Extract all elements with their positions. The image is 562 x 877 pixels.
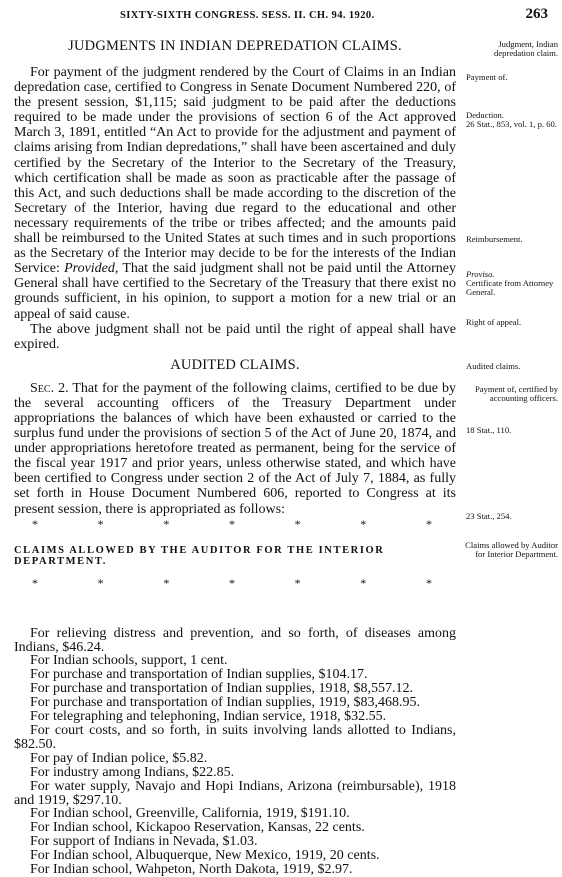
- star: *: [425, 516, 432, 531]
- margin-note-deduction-cite: 26 Stat., 853, vol. 1, p. 60.: [466, 119, 557, 129]
- page-number: 263: [525, 6, 548, 22]
- running-header: [0, 6, 562, 28]
- margin-note-judgment: Judgment, Indian depredation claim.: [494, 39, 558, 58]
- margin-note-cite-23: 23 Stat., 254.: [466, 511, 512, 521]
- claim-item: For Indian school, Greenville, California, 1919, $191.10.: [30, 806, 350, 822]
- claims-subheading: CLAIMS ALLOWED BY THE AUDITOR FOR THE INTERIOR DEPARTMENT.: [14, 544, 385, 567]
- claim-item: For purchase and transportation of Indian supplies, 1919, $83,468.95.: [30, 695, 420, 711]
- claim-item: For court costs, and so forth, in suits involving lands allotted to Indians, $82.50.: [14, 722, 456, 752]
- running-head: SIXTY-SIXTH CONGRESS. SESS. II. CH. 94. 1920.: [120, 10, 375, 21]
- claim-item: For telegraphing and telephoning, Indian service, 1918, $32.55.: [30, 709, 387, 725]
- claim-item: For purchase and transportation of Indian supplies, 1918, $8,557.12.: [30, 681, 413, 697]
- proviso-word: Provided,: [64, 261, 119, 277]
- claim-item: For pay of Indian police, $5.82.: [30, 750, 208, 766]
- star: *: [32, 516, 38, 531]
- star: *: [32, 575, 38, 590]
- margin-note-payment-certified: Payment of, certified by accounting officers.: [474, 384, 558, 403]
- claim-item: For support of Indians in Nevada, $1.03.: [30, 834, 258, 850]
- margin-note-payment: Payment of.: [466, 72, 508, 82]
- margin-note-reimbursement: Reimbursement.: [466, 234, 523, 244]
- claim-items-list: [14, 627, 456, 877]
- margin-note-cite-18: 18 Stat., 110.: [466, 425, 512, 435]
- margin-note-certificate: Certificate from Attorney General.: [466, 278, 554, 297]
- star: *: [163, 516, 170, 531]
- star: *: [163, 575, 170, 590]
- sec-label: Sec. 2.: [30, 380, 69, 396]
- margin-note-right-of-appeal: Right of appeal.: [466, 317, 522, 327]
- judgment-paragraph-text: For payment of the judgment rendered by the Court of Claims in an Indian depredation case, certified to Congress in Senate Document Numbered 220, of the present session, $1,115; said judgment to be paid after the deductions required to be made under the provisions of section 6 of the Act approved March 3, 1891, entitled “An Act to provide for the adjustment and payment of claims arising from Indian depredations,” shall have been ascertained and duly certified by the Secretary of the Interior to the Secretary of the Treasury, which certification shall be made as soon as practicable after the passage of this Act, and such deductions shall be made according to the discretion of the Secretary of the Interior, having due regard to the educational and other necessary requirements of the tribe or tribes affected; and the amounts paid shall be reimbursed to the United States at such times and in such proportions as the Secretary of the Interior may decide to be for the interests of the Indian Service:: [14, 65, 456, 277]
- claim-item: For purchase and transportation of Indian supplies, $104.17.: [30, 667, 368, 683]
- star: *: [360, 575, 367, 590]
- main-text-column: [14, 28, 456, 877]
- star: *: [294, 575, 301, 590]
- star: *: [360, 516, 367, 531]
- claim-item: For industry among Indians, $22.85.: [30, 764, 235, 780]
- claim-item: For Indian school, Wahpeton, North Dakota, 1919, $2.97.: [30, 862, 353, 877]
- appeal-paragraph: The above judgment shall not be paid until the right of appeal shall have expired.: [14, 321, 456, 352]
- section-title-audited: AUDITED CLAIMS.: [170, 356, 300, 373]
- claim-item: For Indian schools, support, 1 cent.: [30, 653, 228, 669]
- audited-paragraph-text: That for the payment of the following claims, certified to be due by the several accounting officers of the Treasury Department under appropriations the balances of which have been exhausted or carried to the surplus fund under the provisions of section 5 of the Act of June 20, 1874, and under appropriations heretofore treated as permanent, being for the service of the fiscal year 1917 and prior years, unless otherwise stated, and which have been certified to Congress under section 2 of the Act of July 7, 1884, as fully set forth in House Document Numbered 606, reported to Congress at its present session, there is appropriated as follows:: [14, 380, 456, 517]
- margin-note-audited-claims: Audited claims.: [466, 361, 521, 371]
- ellipsis-stars-top: [14, 517, 456, 532]
- margin-note-deduction: Deduction.: [466, 110, 504, 120]
- claim-item: For Indian school, Albuquerque, New Mexico, 1919, 20 cents.: [30, 848, 380, 864]
- claim-item: For relieving distress and prevention, and so forth, of diseases among Indians, $46.24.: [14, 625, 456, 655]
- star: *: [294, 516, 301, 531]
- claim-item: For Indian school, Kickapoo Reservation, Kansas, 22 cents.: [30, 820, 365, 836]
- judgment-paragraph: [14, 65, 456, 322]
- star: *: [228, 575, 235, 590]
- judgment-paragraph-end: That the said judgment shall not be paid until the Attorney General shall have certified to the Secretary of the Treasury that there exist no grounds sufficient, in his opinion, to support a motion for a new trial or an appeal of said cause.: [14, 261, 457, 322]
- margin-note-claims-allowed: Claims allowed by Auditor for Interior Department.: [465, 540, 558, 559]
- margin-note-proviso: Proviso.: [466, 269, 495, 279]
- section-title-judgments: JUDGMENTS IN INDIAN DEPREDATION CLAIMS.: [68, 38, 402, 54]
- star: *: [425, 575, 432, 590]
- claim-item: For water supply, Navajo and Hopi Indians, Arizona (reimbursable), 1918 and 1919, $297.10.: [14, 778, 456, 808]
- ellipsis-stars-bottom: [14, 576, 456, 591]
- star: *: [97, 575, 104, 590]
- audited-paragraph: [14, 381, 456, 517]
- star: *: [228, 516, 235, 531]
- star: *: [97, 516, 104, 531]
